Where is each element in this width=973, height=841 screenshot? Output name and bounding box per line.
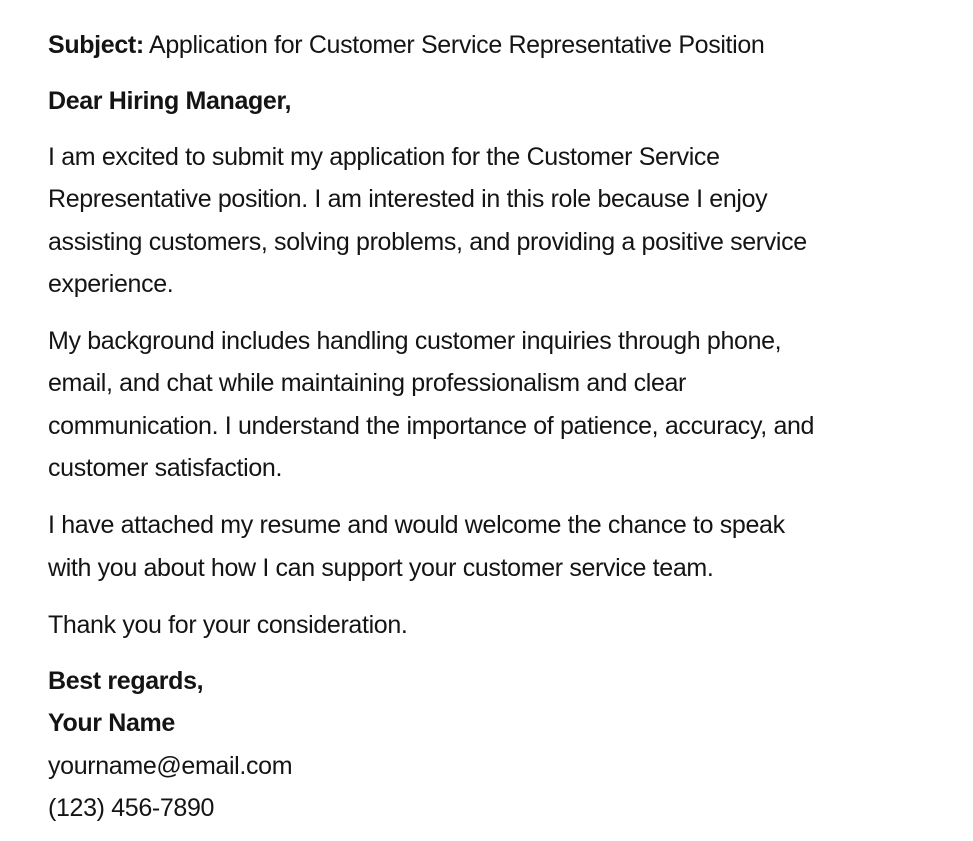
paragraph-line: email, and chat while maintaining professionalism and clear <box>48 369 687 397</box>
closing: Best regards, <box>48 667 204 695</box>
paragraph-line: I have attached my resume and would welcome the chance to speak <box>48 511 785 539</box>
greeting: Dear Hiring Manager, <box>48 87 292 115</box>
subject-label: Subject: <box>48 31 144 59</box>
paragraph-line: experience. <box>48 270 174 298</box>
paragraph-line: I am excited to submit my application for the Customer Service <box>48 143 720 171</box>
paragraph-line: assisting customers, solving problems, and providing a positive service <box>48 228 807 256</box>
paragraph-line: Thank you for your consideration. <box>48 611 408 639</box>
paragraph-line: Representative position. I am interested in this role because I enjoy <box>48 185 768 213</box>
signature-name: Your Name <box>48 709 175 737</box>
paragraph-line: customer satisfaction. <box>48 454 283 482</box>
paragraph-line: communication. I understand the importance of patience, accuracy, and <box>48 412 815 440</box>
signature-email: yourname@email.com <box>48 752 293 780</box>
signature-phone: (123) 456-7890 <box>48 794 215 822</box>
subject-text: Application for Customer Service Representative Position <box>143 31 765 59</box>
paragraph-line: My background includes handling customer inquiries through phone, <box>48 327 782 355</box>
subject-line <box>48 30 764 60</box>
paragraph-line: with you about how I can support your customer service team. <box>48 554 714 582</box>
